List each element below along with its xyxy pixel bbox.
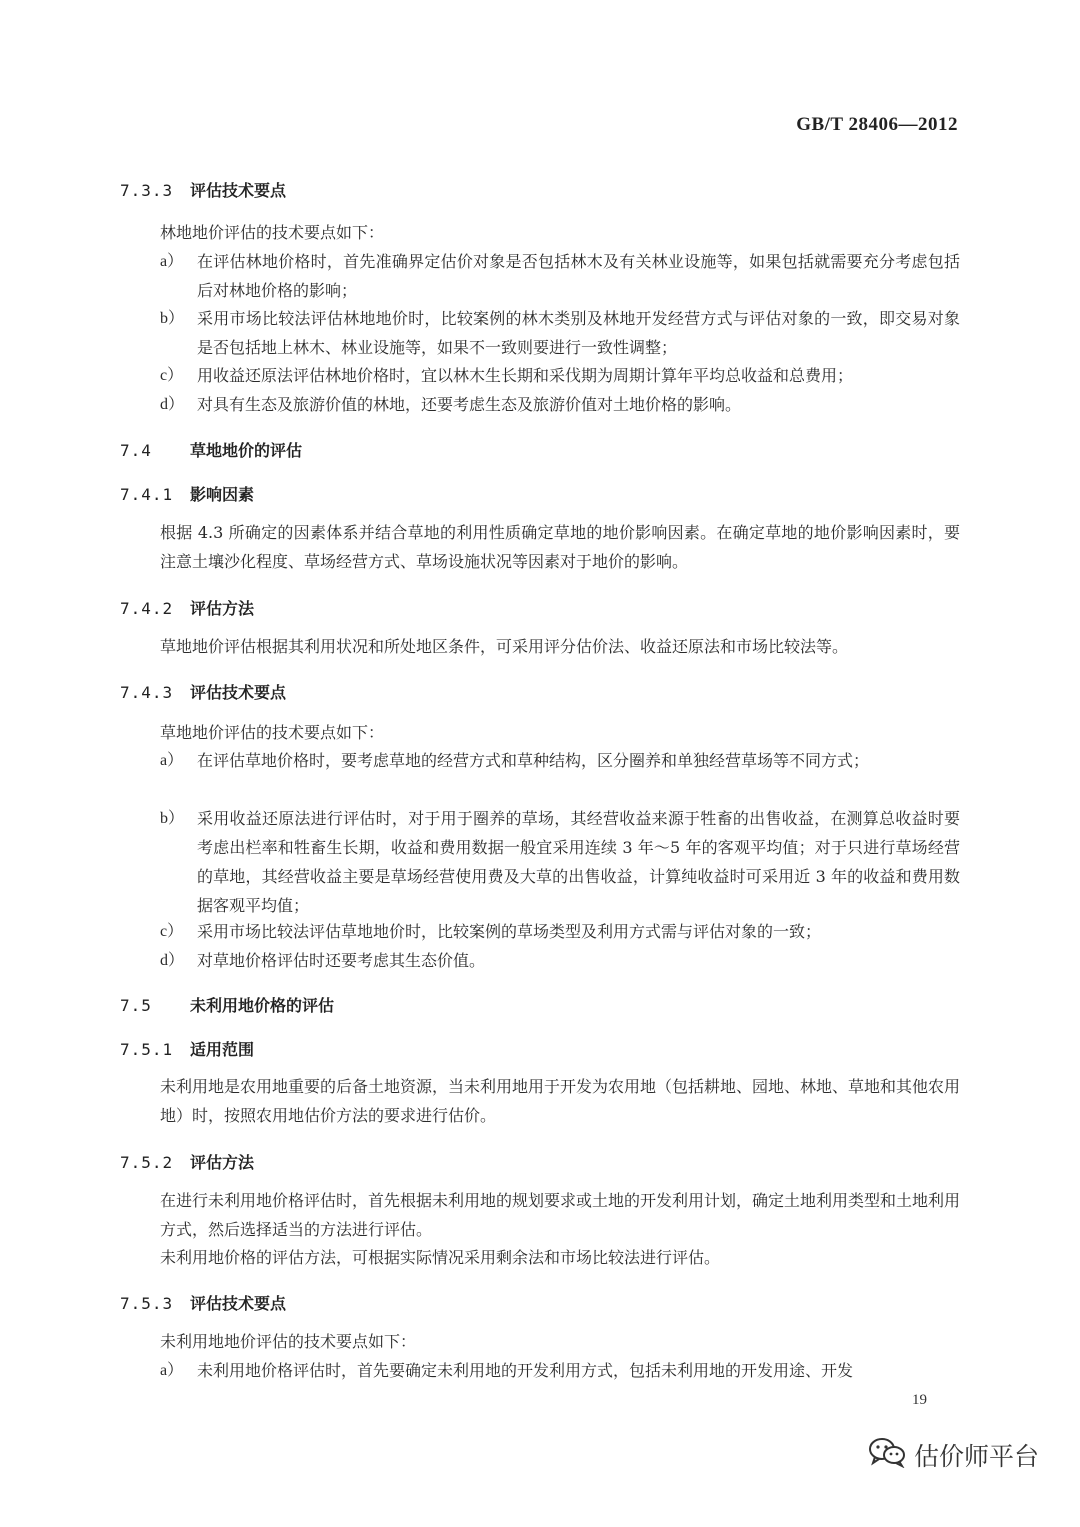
heading-7-5-1: 7.5.1 适用范围 xyxy=(120,1040,255,1059)
standard-code: GB/T 28406—2012 xyxy=(796,114,958,135)
list-item-7-4-3-a: a） 在评估草地价格时，要考虑草地的经营方式和草种结构，区分圈养和单独经营草场等不同方式； xyxy=(160,751,870,770)
heading-7-4-1: 7.4.1 影响因素 xyxy=(120,485,255,504)
heading-7-5: 7.5 未利用地价格的评估 xyxy=(120,996,335,1015)
paragraph-7-5-2-b: 未利用地价格的评估方法，可根据实际情况采用剩余法和市场比较法进行评估。 xyxy=(160,1248,721,1267)
list-item-7-4-3-c: c） 采用市场比较法评估草地地价时，比较案例的草场类型及利用方式需与评估对象的一致； xyxy=(160,922,822,941)
list-item-7-3-3-b: b） 采用市场比较法评估林地地价时，比较案例的林木类别及林地开发经营方式与评估对象的一致，即交易对象是否包括地上林木、林业设施等，如果不一致则要进行一致性调整； xyxy=(160,309,960,357)
paragraph-7-4-1: 根据 4.3 所确定的因素体系并结合草地的利用性质确定草地的地价影响因素。在确定草地的地价影响因素时，要注意土壤沙化程度、草场经营方式、草场设施状况等因素对于地价的影响。 xyxy=(160,523,960,571)
paragraph-7-5-3-intro: 未利用地地价评估的技术要点如下： xyxy=(160,1332,417,1351)
paragraph-7-5-1: 未利用地是农用地重要的后备土地资源，当未利用地用于开发为农用地（包括耕地、园地、林地、草地和其他农用地）时，按照农用地估价方法的要求进行估价。 xyxy=(160,1077,961,1125)
paragraph-7-4-2: 草地地价评估根据其利用状况和所处地区条件，可采用评分估价法、收益还原法和市场比较法等。 xyxy=(160,637,849,656)
list-item-7-5-3-a: a） 未利用地价格评估时，首先要确定未利用地的开发利用方式，包括未利用地的开发用途、开发 xyxy=(160,1361,854,1380)
heading-7-5-2: 7.5.2 评估方法 xyxy=(120,1153,255,1172)
list-item-7-3-3-a: a） 在评估林地价格时，首先准确界定估价对象是否包括林木及有关林业设施等，如果包括就需要充分考虑包括后对林地价格的影响； xyxy=(160,252,960,300)
paragraph-7-3-3-intro: 林地地价评估的技术要点如下： xyxy=(160,223,385,242)
watermark-text: 估价师平台 xyxy=(914,1442,1040,1471)
heading-7-4: 7.4 草地地价的评估 xyxy=(120,441,303,460)
heading-7-4-3: 7.4.3 评估技术要点 xyxy=(120,683,287,702)
paragraph-7-5-2-a: 在进行未利用地价格评估时，首先根据未利用地的规划要求或土地的开发利用计划，确定土地利用类型和土地利用方式，然后选择适当的方法进行评估。 xyxy=(160,1191,961,1239)
page-number: 19 xyxy=(912,1392,927,1408)
paragraph-7-4-3-intro: 草地地价评估的技术要点如下： xyxy=(160,723,385,742)
heading-7-5-3: 7.5.3 评估技术要点 xyxy=(120,1294,287,1313)
list-item-7-4-3-d: d） 对草地价格评估时还要考虑其生态价值。 xyxy=(160,951,486,970)
wechat-icon xyxy=(868,1436,906,1474)
watermark xyxy=(868,1436,1039,1474)
list-item-7-4-3-b: b） 采用收益还原法进行评估时，对于用于圈养的草场，其经营收益来源于牲畜的出售收益，在测算总收益时要考虑出栏率和牲畜生长期，收益和费用数据一般宜采用连续 3 年～5 年的客观平均值；对于只进行草场经营的草地，其经营收益主要是草场经营使用费及大草的出售收益，计算纯收益时可采用近 3 年的收益和费用数据客观平均值； xyxy=(160,809,960,915)
list-item-7-3-3-d: d） 对具有生态及旅游价值的林地，还要考虑生态及旅游价值对土地价格的影响。 xyxy=(160,395,742,414)
list-item-7-3-3-c: c） 用收益还原法评估林地价格时，宜以林木生长期和采伐期为周期计算年平均总收益和总费用； xyxy=(160,366,854,385)
heading-7-3-3: 7.3.3 评估技术要点 xyxy=(120,181,287,200)
heading-7-4-2: 7.4.2 评估方法 xyxy=(120,599,255,618)
